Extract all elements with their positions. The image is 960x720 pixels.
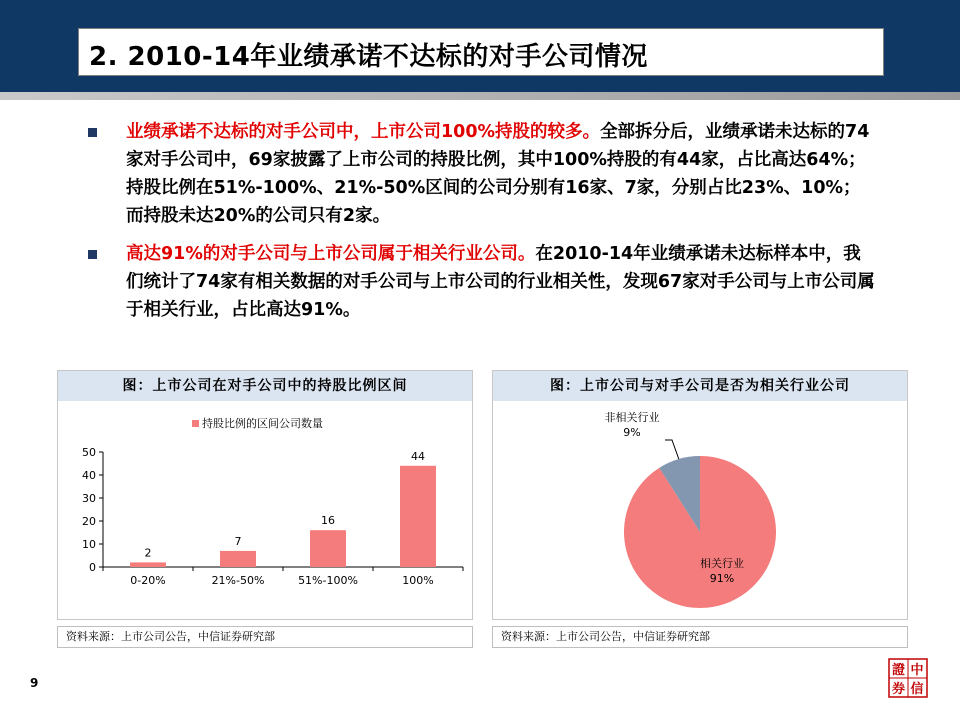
pie-chart-area (493, 402, 907, 619)
bullet-text: 全部拆分后，业绩承诺未达标的74家对手公司中，69家披露了上市公司的持股比例，其中100%持股的有44家，占比高达64%；持股比例在51%-100%、21%-50%区间的公司分别有16家、7家，分别占比23%、10%；而持股未达20%的公司只有2家。 (126, 122, 870, 226)
bar-data-label: 44 (411, 449, 425, 463)
pie-chart-source: 资料来源：上市公司公告，中信证券研究部 (492, 626, 908, 648)
y-tick-label: 30 (82, 492, 96, 505)
x-tick-label: 0-20% (130, 574, 166, 587)
bar-data-label: 7 (234, 534, 242, 548)
pie-leader-line (665, 440, 679, 459)
y-tick-label: 50 (82, 446, 96, 459)
bar-chart-source: 资料来源：上市公司公告，中信证券研究部 (57, 626, 473, 648)
pie-percent: 91% (709, 572, 735, 585)
pie-label: 相关行业 (700, 557, 744, 570)
svg-text:證: 證 (891, 663, 906, 678)
pie-label: 非相关行业 (604, 411, 660, 424)
bar-chart-area (58, 402, 472, 619)
x-tick-label: 21%-50% (211, 574, 265, 587)
bar (220, 551, 256, 567)
y-tick-label: 0 (89, 561, 96, 574)
bullet-text: 在2010-14年业绩承诺未达标样本中，我们统计了74家有相关数据的对手公司与上市公司的行业相关性，发现67家对手公司与上市公司属于相关行业，占比高达91%。 (126, 244, 875, 320)
svg-text:券: 券 (891, 682, 906, 697)
citic-securities-logo (888, 658, 928, 698)
header-divider (0, 92, 960, 100)
bullet-highlight: 高达91%的对手公司与上市公司属于相关行业公司。 (126, 244, 536, 264)
pie-chart (493, 402, 907, 619)
y-tick-label: 20 (82, 515, 96, 528)
page-number: 9 (30, 676, 39, 690)
y-tick-label: 10 (82, 538, 96, 551)
x-tick-label: 51%-100% (298, 574, 358, 587)
legend-label: 持股比例的区间公司数量 (202, 417, 323, 430)
pie-chart-panel (492, 370, 908, 620)
bar-data-label: 2 (144, 546, 152, 560)
bar (400, 466, 436, 567)
pie-percent: 9% (623, 426, 641, 439)
bullet-item (88, 118, 878, 230)
svg-text:中: 中 (910, 663, 924, 678)
y-tick-label: 40 (82, 469, 96, 482)
bar-chart (58, 402, 472, 619)
pie-chart-title: 图：上市公司与对手公司是否为相关行业公司 (493, 371, 907, 401)
title-box (78, 28, 884, 76)
bullet-square-icon (88, 128, 97, 137)
bar-data-label: 16 (321, 514, 335, 528)
x-tick-label: 100% (402, 574, 434, 587)
bar (130, 562, 166, 567)
page-title: 2. 2010-14年业绩承诺不达标的对手公司情况 (89, 42, 648, 72)
bullet-item (88, 240, 878, 324)
bar-chart-panel (57, 370, 473, 620)
bar-chart-title: 图：上市公司在对手公司中的持股比例区间 (58, 371, 472, 401)
bullet-square-icon (88, 250, 97, 259)
bullet-list (88, 118, 878, 334)
bar (310, 530, 346, 567)
legend-swatch (192, 420, 199, 427)
svg-text:信: 信 (910, 682, 924, 697)
bullet-highlight: 业绩承诺不达标的对手公司中，上市公司100%持股的较多。 (126, 122, 601, 142)
